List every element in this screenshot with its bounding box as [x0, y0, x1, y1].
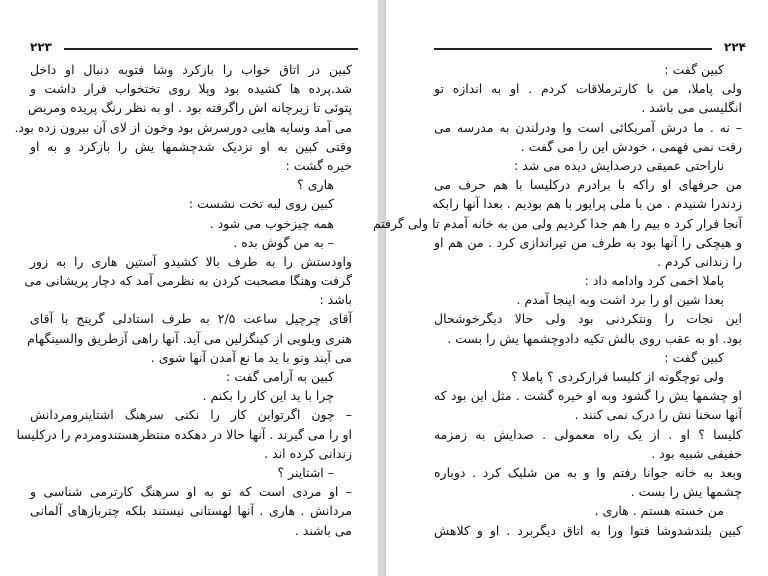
text-line: هاری ؟ — [297, 177, 334, 193]
left-page-number: ۲۲۳ — [30, 40, 52, 54]
text-line: باشد : — [319, 292, 352, 308]
text-line: بعدا شین او را برد اشت وبه اینجا آمدم . — [516, 292, 724, 308]
text-line: وبعد به خانه جوانا رفتم وا و به من شلیک کرد . دوباره — [434, 464, 742, 480]
left-page-text — [14, 60, 352, 540]
text-line: کبین روی لبه تخت نشست : — [188, 196, 334, 212]
text-line: او را می گیرند . آنها حالا در دهکده منتظرهستندومردم را درکلیسا — [16, 426, 352, 442]
text-line: انگلیسی می باشد . — [641, 100, 742, 116]
text-line: – چون اگرتواین کار را نکنی سرهنگ اشتاینرومردانش — [30, 407, 352, 423]
text-line: آنها سخنا نش را درک نمی کنند . — [574, 407, 742, 423]
text-line: ولی پاملا، من با کارترملاقات کردم . او به اندازه تو — [434, 81, 742, 97]
text-line: خیره گشت : — [285, 157, 352, 173]
text-line: بود. او به عقب روی بالش تکیه دادوچشمها یش را بست . — [447, 330, 742, 346]
text-line: کبین در اتاق خواب را بازکرد وشا فتوبه دنبال او داخل — [30, 62, 352, 77]
text-line: می آیند وتو با ید ما نع آمدن آنها شوی . — [150, 349, 352, 365]
right-page-number: ۲۲۴ — [724, 40, 746, 54]
text-line: هنری ویلوبی از کینگزلین می آید. آنها راهی آزطریق والسینگهام — [27, 330, 352, 346]
text-line: چرا با ید این کار را بکنم . — [202, 388, 334, 404]
header-rule — [64, 48, 358, 50]
text-line: من حرفهای او راکه با برادرم درکلیسا با هم حرف می — [434, 177, 742, 193]
text-line: همه چیزخوب می شود . — [209, 215, 334, 231]
text-line: و هیچکی را آنها بود به طرف من تیراندازی کرد . من هم او — [434, 234, 742, 250]
text-line: – او مردی است که تو به او سرهنگ کارترمی شناسی و — [30, 484, 352, 500]
text-line: زندانی کرده اند . — [264, 445, 352, 461]
text-line: وقتی کبین به او نزدیک شدچشمها یش را بازکرد و به او — [30, 138, 352, 154]
text-line: می باشند . — [294, 522, 352, 538]
left-page-header — [30, 40, 358, 54]
text-line: چشمها یش را بست . — [630, 484, 742, 500]
header-rule — [434, 48, 712, 50]
right-page-header — [434, 40, 746, 54]
text-line: من خسته هستم . هاری . — [594, 503, 724, 519]
text-line: او چشمها یش را گشود وبه او خیره گشت . مثل این بود که — [434, 388, 742, 404]
text-line: خفیفی شبیه بود . — [651, 445, 742, 461]
text-line: زدندرا شنیدم . من با ملی پرایور با هم بودیم . بعدا آنها رابکه — [432, 196, 742, 212]
text-line: آنجا فرار کرد ه بیم را هم جدا کردیم ولی من به خانه آمدم تا ولی گرفتم — [372, 215, 742, 231]
text-line: کلیسا ؟ او . از یک راه معمولی . صدایش به زمزمه — [434, 426, 742, 442]
text-line: – اشتاینر ؟ — [277, 464, 334, 480]
text-line: پتوئی تا زیرچانه اش راگرفته بود . او به نظر رنگ پریده ومریض — [27, 100, 352, 116]
text-line: رفت نمی فهمی ، خودش این را می گفت . — [520, 138, 742, 154]
text-line: مردانش . هاری . آنها لهستانی نیستند بلکه چتربازهای آلمانی — [30, 503, 352, 519]
text-line: کبین به آرامی گفت : — [226, 369, 334, 384]
text-line: می آمد وسایه هایی دورسرش بود وخون از لای آن بیرون زده بود. — [14, 119, 352, 135]
text-line: شد.پرده ها کشیده بود وپلا روی تختخواب فرار داشت و — [30, 81, 352, 97]
text-line: کبین بلندشدوشا فتوا ورا به اتاق دیگربرد . او و کلاهش — [434, 522, 742, 538]
text-line: واودستش را به طرف بالا کشیدو آستین هاری را به زور — [30, 253, 352, 269]
left-page — [0, 0, 378, 576]
text-line: را زندانی کردم . — [656, 253, 742, 269]
right-page-text — [372, 60, 742, 540]
text-line: این نجات را ونتکردنی بود ولی حالا دیگرخوشحال — [434, 311, 742, 327]
text-line: – نه . ما درش آمریکائی است وا ودرلندن به مدرسه می — [434, 119, 742, 135]
text-line: آقای چرچیل ساعت ۲/۵ به طرف استادلی گرینج با آقای — [30, 311, 352, 327]
text-line: کبین گفت : — [664, 349, 724, 365]
text-line: کبین گفت : — [664, 62, 724, 77]
text-line: – به من گوش بده . — [233, 234, 334, 250]
text-line: ولی توچگونه از کلیسا فرارکردی ؟ پاملا ؟ — [511, 369, 724, 384]
right-page — [372, 0, 768, 576]
text-line: ناراحتی عمیقی درصدایش دیده می شد : — [514, 157, 724, 173]
text-line: گرفت وهنگا مصحبت کردن به نظرمی آمد که دچار پریشانی می — [24, 273, 352, 289]
book-gutter — [378, 0, 386, 576]
text-line: پاملا اخمی کرد وادامه داد : — [584, 273, 724, 289]
